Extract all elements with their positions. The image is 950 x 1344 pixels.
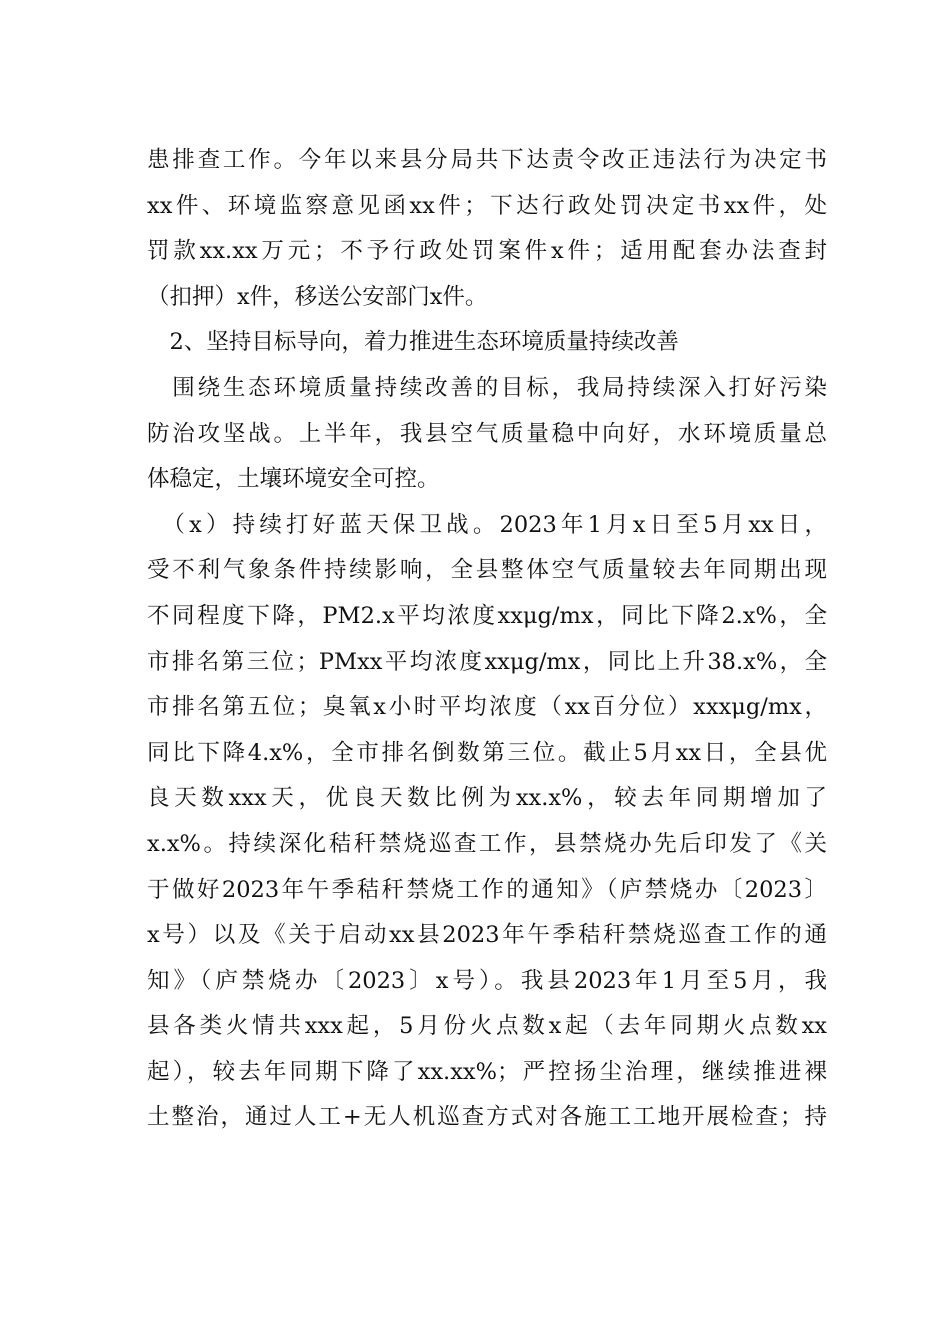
- text-line: x.x%。持续深化秸秆禁烧巡查工作，县禁烧办先后印发了《关: [147, 830, 827, 857]
- text-line: （扣押）x件，移送公安部门x件。: [147, 283, 488, 310]
- text-line: 患排查工作。今年以来县分局共下达责令改正违法行为决定书: [147, 147, 827, 173]
- text-line: x号）以及《关于启动xx县2023年午季秸秆禁烧巡查工作的通: [147, 922, 827, 949]
- text-line: 县各类火情共xxx起，5月份火点数x起（去年同期火点数xx: [147, 1013, 827, 1040]
- document-body: [147, 138, 827, 1141]
- text-line: 围绕生态环境质量持续改善的目标，我局持续深入打好污染: [147, 374, 827, 401]
- text-line: 市排名第五位；臭氧x小时平均浓度（xx百分位）xxxμg/mx，: [147, 694, 827, 721]
- text-line: 同比下降4.x%，全市排名倒数第三位。截止5月xx日，全县优: [147, 739, 827, 766]
- text-line: 受不利气象条件持续影响，全县整体空气质量较去年同期出现: [147, 557, 827, 584]
- text-line: 市排名第三位；PMxx平均浓度xxμg/mx，同比上升38.x%，全: [147, 648, 827, 675]
- text-line: （x）持续打好蓝天保卫战。2023年1月x日至5月xx日，: [147, 511, 827, 538]
- text-line: 防治攻坚战。上半年，我县空气质量稳中向好，水环境质量总: [147, 420, 827, 447]
- text-line: 于做好2023年午季秸秆禁烧工作的通知》（庐禁烧办〔2023〕: [147, 876, 827, 903]
- section-heading: 2、坚持目标导向，着力推进生态环境质量持续改善: [147, 329, 679, 356]
- text-line: 起），较去年同期下降了xx.xx%；严控扬尘治理，继续推进裸: [147, 1058, 827, 1085]
- text-line: 不同程度下降，PM2.x平均浓度xxμg/mx，同比下降2.x%，全: [147, 602, 827, 629]
- text-line: 体稳定，土壤环境安全可控。: [147, 466, 440, 493]
- text-line: xx件、环境监察意见函xx件；下达行政处罚决定书xx件，处: [147, 192, 827, 219]
- text-line: 罚款xx.xx万元；不予行政处罚案件x件；适用配套办法查封: [147, 238, 827, 265]
- text-line: 土整治，通过人工+无人机巡查方式对各施工工地开展检查；持: [147, 1104, 827, 1131]
- text-line: 良天数xxx天，优良天数比例为xx.x%，较去年同期增加了: [147, 785, 827, 812]
- text-line: 知》（庐禁烧办〔2023〕x号）。我县2023年1月至5月，我: [147, 967, 827, 994]
